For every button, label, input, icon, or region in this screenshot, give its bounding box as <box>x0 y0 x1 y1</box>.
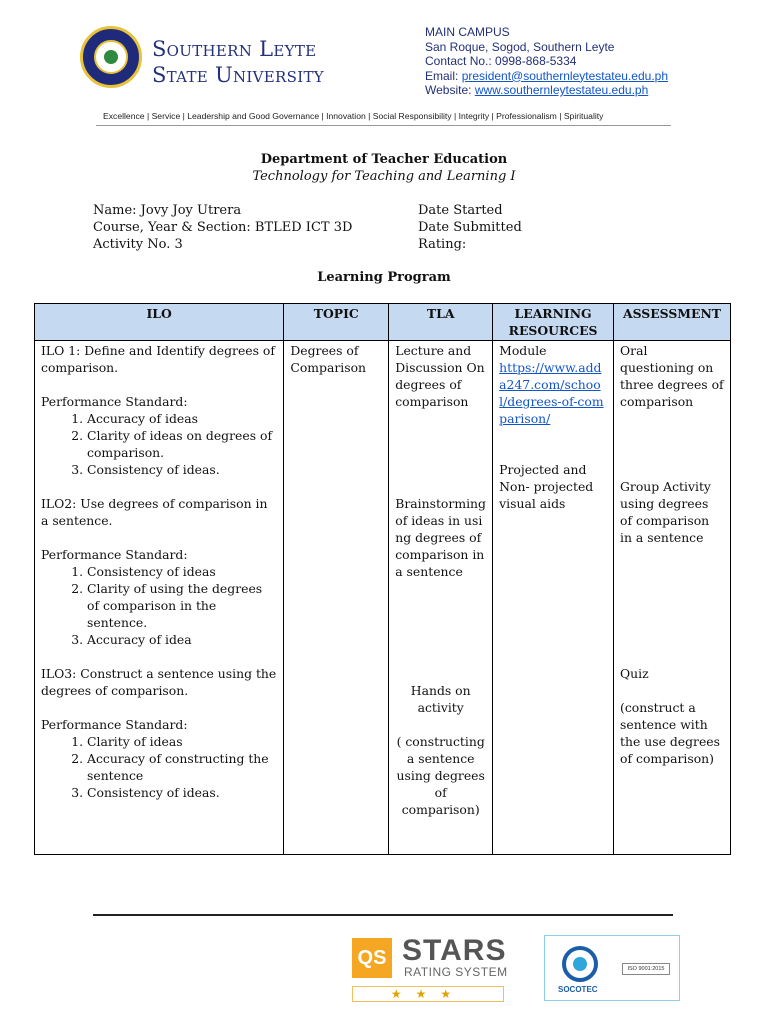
assessment-oral: Oral questioning on three degrees of comparison <box>620 343 724 409</box>
campus-address: San Roque, Sogod, Southern Leyte <box>425 39 615 54</box>
socotec-label: SOCOTEC <box>558 985 598 994</box>
ilo3-standards: 1. Clarity of ideas 2. Accuracy of constructing the sentence 3. Consistency of ideas. <box>41 733 277 801</box>
date-submitted: Date Submitted <box>418 220 522 235</box>
ilo1-title: ILO 1: Define and Identify degrees of comparison. <box>41 343 275 375</box>
date-started: Date Started <box>418 203 503 218</box>
header-divider <box>96 125 671 126</box>
module-label: Module <box>499 343 547 358</box>
tla1: Lecture and Discussion On degrees of comparison <box>395 343 485 409</box>
activity-number: Activity No. 3 <box>93 237 183 252</box>
assessment-cell <box>614 341 731 855</box>
assessment-group: Group Activity using degrees of comparison in a sentence <box>620 479 711 545</box>
email-link[interactable]: president@southernleytestateu.edu.ph <box>461 68 669 83</box>
submission-info <box>418 202 522 253</box>
tla3-activity: Hands on activity <box>410 683 471 715</box>
ilo2-standards: 1. Consistency of ideas 2. Clarity of using the degrees of comparison in the sentence. 3. Accuracy of idea <box>41 563 277 648</box>
module-link[interactable]: https://www.adda247.com/school/degrees-of-comparison/ <box>499 360 604 426</box>
visual-aids: Projected and Non- projected visual aids <box>499 462 594 511</box>
star-rating-icon: ★★★ <box>352 986 504 1002</box>
learning-resources-cell <box>493 341 614 855</box>
table-row <box>35 341 731 855</box>
learning-program-title: Learning Program <box>317 270 451 285</box>
table-header-row <box>35 304 731 341</box>
university-seal-logo <box>80 26 142 88</box>
socotec-logo-icon <box>562 946 598 982</box>
learning-program-table <box>34 303 731 855</box>
campus-name: MAIN CAMPUS <box>425 25 510 39</box>
ilo1-standards: 1. Accuracy of ideas 2. Clarity of ideas on degrees of comparison. 3. Consistency of ideas. <box>41 410 277 478</box>
core-values: Excellence | Service | Leadership and Good Governance | Innovation | Social Responsibility | Integrity | Professionalism | Spirituality <box>103 111 604 121</box>
ilo-cell: ILO 1: Define and Identify degrees of comparison. Performance Standard: 1. Accuracy of ideas 2. Clarity of ideas on degrees of comparison. 3. Consistency of ideas. ILO2: Use degrees of comparison in a sentence. Performance Standard: 1. Consistency of ideas 2. Clarity of using the degrees of comparison in the sentence. 3. Accuracy of idea ILO3: Construct a sentence using the degrees of comparison. Performance Standard: 1. Clarity of ideas 2. Accuracy of constructing the sentence 3. Consistency of ideas. <box>35 341 284 855</box>
iso-certification-label: ISO 9001:2015 <box>622 963 670 975</box>
course-section: Course, Year & Section: BTLED ICT 3D <box>93 220 353 235</box>
topic-cell: Degrees of Comparison <box>284 341 389 855</box>
header-topic: TOPIC <box>284 304 389 341</box>
tla2: Brainstorming of ideas in using degrees of comparison in a sentence <box>395 496 486 579</box>
qs-stars-wordmark: STARS <box>402 934 507 967</box>
department-title: Department of Teacher Education <box>260 152 508 167</box>
website-link[interactable]: www.southernleytestateu.edu.ph <box>474 83 649 97</box>
student-info <box>93 202 352 253</box>
header-ilo: ILO <box>35 304 284 341</box>
rating: Rating: <box>418 237 467 252</box>
qs-logo: QS <box>352 938 392 978</box>
tla3-description: ( constructing a sentence using degrees of comparison) <box>396 734 485 817</box>
footer-divider <box>93 914 673 916</box>
assessment-quiz: Quiz <box>620 666 649 681</box>
qs-rating-system-label: RATING SYSTEM <box>404 965 508 979</box>
university-name: Southern Leyte State University <box>152 37 324 87</box>
course-title: Technology for Teaching and Learning I <box>252 169 516 184</box>
email-line: Email: president@southernleytestateu.edu.ph <box>425 68 669 83</box>
tla-cell <box>389 341 493 855</box>
contact-number: Contact No.: 0998-868-5334 <box>425 54 577 68</box>
campus-contact-block <box>425 25 668 98</box>
student-name: Name: Jovy Joy Utrera <box>93 203 242 218</box>
ilo3-title: ILO3: Construct a sentence using the degrees of comparison. <box>41 666 277 698</box>
header-assessment: ASSESSMENT <box>614 304 731 341</box>
website-line: Website: www.southernleytestateu.edu.ph <box>425 83 649 97</box>
ilo2-title: ILO2: Use degrees of comparison in a sentence. <box>41 496 268 528</box>
header-learning-resources: LEARNING RESOURCES <box>493 304 614 341</box>
assessment-quiz-description: (construct a sentence with the use degrees of comparison) <box>620 700 720 766</box>
header-tla: TLA <box>389 304 493 341</box>
